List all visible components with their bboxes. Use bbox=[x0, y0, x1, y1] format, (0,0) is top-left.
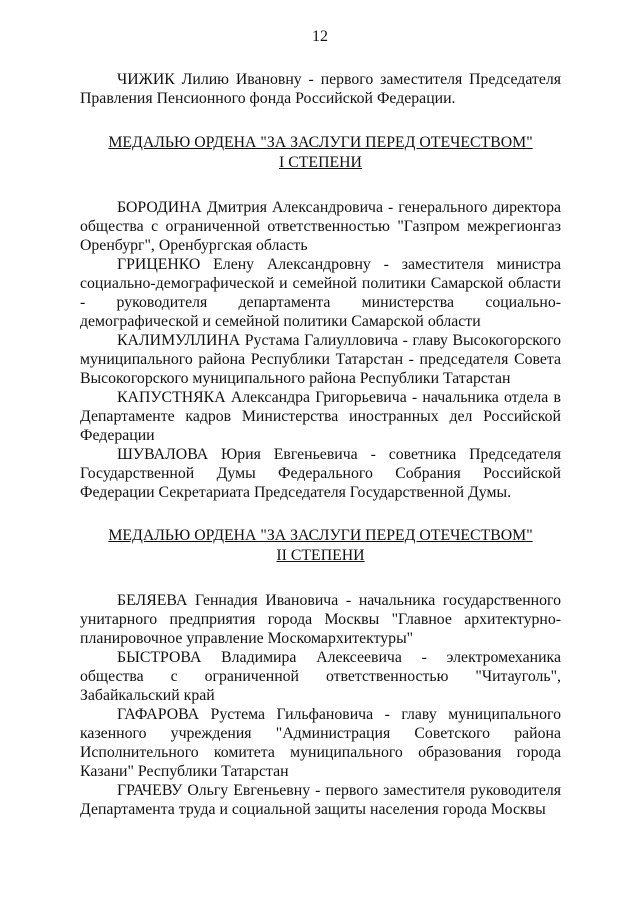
section-medal-2nd-degree bbox=[80, 526, 561, 819]
section-heading-line-2: I СТЕПЕНИ bbox=[279, 154, 362, 171]
intro-entry: ЧИЖИК Лилию Ивановну - первого заместителя Председателя Правления Пенсионного фонда Российской Федерации. bbox=[80, 71, 561, 107]
section-heading-line-2: II СТЕПЕНИ bbox=[276, 547, 365, 564]
award-entry: БЫСТРОВА Владимира Алексеевича - электромеханика общества с ограниченной ответственностью "Читауголь", Забайкальский край bbox=[80, 649, 561, 704]
award-entry: БЕЛЯЕВА Геннадия Ивановича - начальника государственного унитарного предприятия города Москвы "Главное архитектурно-планировочное управление Москомархитектуры" bbox=[80, 592, 561, 647]
section-heading-line-1: МЕДАЛЬЮ ОРДЕНА "ЗА ЗАСЛУГИ ПЕРЕД ОТЕЧЕСТВОМ" bbox=[108, 134, 533, 151]
document-body bbox=[80, 70, 561, 819]
award-entry: ГРАЧЕВУ Ольгу Евгеньевну - первого заместителя руководителя Департамента труда и социальной защиты населения города Москвы bbox=[80, 782, 561, 818]
award-entry: ШУВАЛОВА Юрия Евгеньевича - советника Председателя Государственной Думы Федерального Собрания Российской Федерации Секретариата Председателя Государственной Думы. bbox=[80, 446, 561, 501]
section-heading-line-1: МЕДАЛЬЮ ОРДЕНА "ЗА ЗАСЛУГИ ПЕРЕД ОТЕЧЕСТВОМ" bbox=[108, 527, 533, 544]
section-medal-1st-degree bbox=[80, 133, 561, 502]
award-entry: КАПУСТНЯКА Александра Григорьевича - начальника отдела в Департаменте кадров Министерства иностранных дел Российской Федерации bbox=[80, 389, 561, 444]
award-entry: БОРОДИНА Дмитрия Александровича - генерального директора общества с ограниченной ответственностью "Газпром межрегионгаз Оренбург", Оренбургская область bbox=[80, 199, 561, 254]
award-entry: ГАФАРОВА Рустема Гильфановича - главу муниципального казенного учреждения "Администрация Советского района Исполнительного комитета муниципального образования города Казани" Республики Татарстан bbox=[80, 706, 561, 780]
page-number: 12 bbox=[312, 28, 328, 45]
award-entry: КАЛИМУЛЛИНА Рустама Галиулловича - главу Высокогорского муниципального района Республики Татарстан - председателя Совета Высокогорского муниципального района Республики Татарстан bbox=[80, 332, 561, 387]
award-entry: ГРИЦЕНКО Елену Александровну - заместителя министра социально-демографической и семейной политики Самарской области - руководителя департамента министерства социально-демографической и семейной политики Самарской области bbox=[80, 256, 561, 330]
